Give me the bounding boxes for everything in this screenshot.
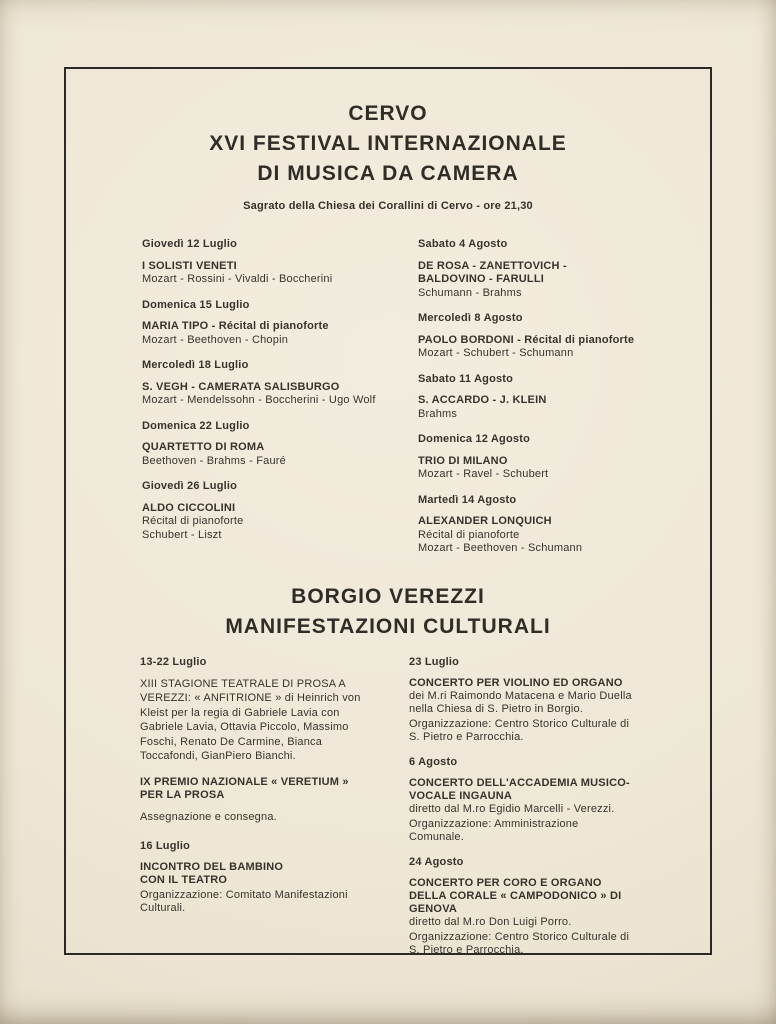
event-title: INCONTRO DEL BAMBINO (140, 860, 284, 873)
festival-event (418, 238, 654, 300)
event-description: diretto dal M.ro Egidio Marcelli - Verezzi. (409, 802, 615, 815)
event-organizer: Organizzazione: Centro Storico Culturale di S. Pietro e Parrocchia. (409, 930, 630, 956)
event-note: Récital di pianoforte (418, 528, 520, 541)
event-organizer: Organizzazione: Amministrazione Comunale. (409, 817, 579, 843)
festival-event (418, 373, 654, 422)
festival-program (142, 238, 654, 568)
event-program: Beethoven - Brahms - Fauré (142, 454, 286, 467)
event-program: Mozart - Beethoven - Schumann (418, 542, 583, 554)
event-date: 13-22 Luglio (140, 655, 207, 668)
event-title-line-2: CON IL TEATRO (140, 873, 228, 886)
festival-event (142, 238, 378, 287)
event-title: MARIA TIPO - Récital di pianoforte (142, 320, 329, 332)
event-date: 23 Luglio (409, 655, 460, 668)
borgio-event-block (409, 656, 634, 744)
borgio-program (140, 656, 634, 969)
event-title: CONCERTO PER VIOLINO ED ORGANO (409, 676, 623, 689)
event-title: S. ACCARDO - J. KLEIN (418, 394, 547, 406)
event-date: Domenica 22 Luglio (142, 419, 250, 432)
event-title: ALEXANDER LONQUICH (418, 515, 552, 527)
event-title: CONCERTO DELL'ACCADEMIA MUSICO-VOCALE INGAUNA (409, 776, 630, 802)
festival-event (142, 359, 378, 408)
borgio-left-column (140, 656, 365, 969)
borgio-title-line-2: MANIFESTAZIONI CULTURALI (225, 614, 551, 638)
event-date: 6 Agosto (409, 755, 458, 768)
event-organizer: Organizzazione: Centro Storico Culturale di S. Pietro e Parrocchia. (409, 717, 630, 743)
event-program: Mozart - Rossini - Vivaldi - Boccherini (142, 273, 333, 285)
event-description: diretto dal M.ro Don Luigi Porro. (409, 915, 572, 928)
event-title: IX PREMIO NAZIONALE « VERETIUM » PER LA PROSA (140, 775, 349, 801)
borgio-header (66, 582, 710, 642)
event-program: Schumann - Brahms (418, 286, 522, 299)
borgio-event-block (140, 840, 365, 915)
event-title-line-2: BALDOVINO - FARULLI (418, 273, 545, 285)
event-program: Mozart - Ravel - Schubert (418, 468, 549, 480)
event-date: Giovedì 12 Luglio (142, 238, 238, 250)
event-date: Martedì 14 Agosto (418, 493, 517, 506)
event-organizer: Organizzazione: Comitato Manifestazioni Culturali. (140, 888, 348, 914)
festival-title-line-1: CERVO (348, 102, 428, 125)
event-title: DE ROSA - ZANETTOVICH - (418, 259, 567, 272)
event-date: Mercoledì 18 Luglio (142, 359, 249, 371)
event-date: Domenica 15 Luglio (142, 298, 250, 311)
event-date: 16 Luglio (140, 839, 191, 852)
event-date: 24 Agosto (409, 855, 464, 868)
borgio-event-block (409, 756, 634, 844)
festival-title-line-3: DI MUSICA DA CAMERA (257, 162, 519, 185)
event-title: I SOLISTI VENETI (142, 259, 237, 272)
event-title: S. VEGH - CAMERATA SALISBURGO (142, 380, 340, 393)
event-note: Assegnazione e consegna. (140, 810, 277, 823)
festival-header (66, 69, 710, 212)
festival-program-right-column (418, 238, 654, 568)
event-date: Sabato 4 Agosto (418, 238, 508, 250)
festival-title-line-2: XVI FESTIVAL INTERNAZIONALE (209, 132, 567, 155)
event-date: Domenica 12 Agosto (418, 433, 530, 445)
festival-subtitle: Sagrato della Chiesa dei Corallini di Cervo - ore 21,30 (243, 200, 533, 212)
event-program: Mozart - Beethoven - Chopin (142, 333, 289, 346)
event-title: TRIO DI MILANO (418, 454, 508, 467)
event-description: XIII STAGIONE TEATRALE DI PROSA A VEREZZI: « ANFITRIONE » di Heinrich von Kleist per la regia di Gabriele Lavia con Gabriele Lavia, Ottavia Piccolo, Massimo Foschi, Renato De Carmine, Bianca Toccafondi, GianPiero Bianchi. (140, 677, 361, 762)
event-date: Giovedì 26 Luglio (142, 480, 238, 492)
festival-event (142, 299, 378, 348)
festival-event (142, 480, 378, 542)
event-program: Mozart - Schubert - Schumann (418, 347, 574, 359)
festival-event (142, 420, 378, 469)
festival-event (418, 312, 654, 361)
event-note: Récital di pianoforte (142, 515, 244, 527)
event-description: dei M.ri Raimondo Matacena e Mario Duella nella Chiesa di S. Pietro in Borgio. (409, 689, 632, 715)
event-title: CONCERTO PER CORO E ORGANO DELLA CORALE « CAMPODONICO » DI GENOVA (409, 876, 622, 915)
borgio-event-block (140, 656, 365, 824)
festival-event (418, 433, 654, 482)
page-border-frame (64, 67, 712, 955)
event-program: Mozart - Mendelssohn - Boccherini - Ugo Wolf (142, 394, 376, 406)
event-title: ALDO CICCOLINI (142, 501, 236, 514)
borgio-title-line-1: BORGIO VEREZZI (291, 584, 485, 608)
event-title: QUARTETTO DI ROMA (142, 441, 265, 453)
event-date: Sabato 11 Agosto (418, 372, 514, 385)
borgio-event-block (409, 856, 634, 957)
event-date: Mercoledì 8 Agosto (418, 312, 523, 324)
festival-program-left-column (142, 238, 378, 568)
borgio-right-column (409, 656, 634, 969)
event-title: PAOLO BORDONI - Récital di pianoforte (418, 333, 635, 346)
event-program: Brahms (418, 407, 458, 420)
event-program: Schubert - Liszt (142, 528, 222, 541)
festival-event (418, 494, 654, 556)
